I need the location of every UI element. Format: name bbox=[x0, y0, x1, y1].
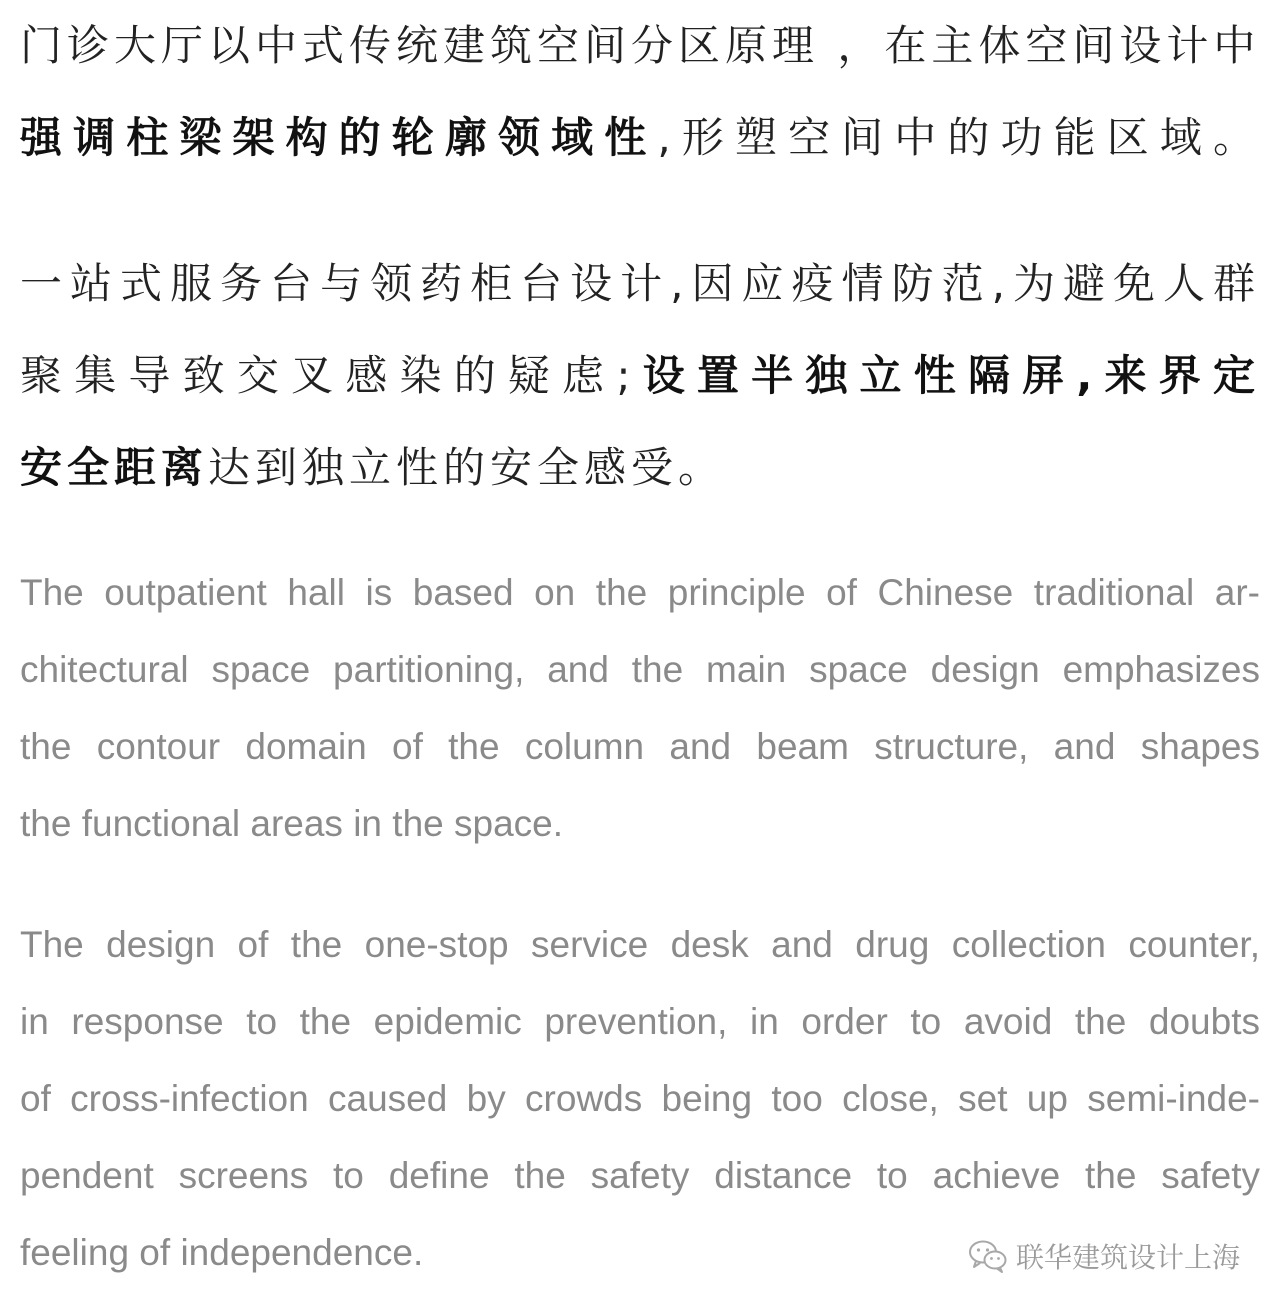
zh-paragraph-2-line-3-rest: 达到独立性的安全感受。 bbox=[208, 443, 726, 492]
en-paragraph-2-line-2: in response to the epidemic prevention, in order to avoid the doubts bbox=[20, 1001, 1260, 1042]
en-paragraph-2-line-4: pendent screens to define the safety distance to achieve the safety bbox=[20, 1155, 1260, 1196]
en-paragraph-2-line-5: feeling of independence. bbox=[20, 1232, 424, 1273]
zh-paragraph-1-line-2 bbox=[20, 92, 1260, 184]
zh-paragraph-2-line-2 bbox=[20, 330, 1260, 422]
zh-paragraph-2-emphasis-1: 设置半独立性隔屏,来界定 bbox=[635, 351, 1260, 400]
en-paragraph-1-line-1: The outpatient hall is based on the principle of Chinese traditional ar- bbox=[20, 572, 1260, 613]
zh-paragraph-1-emphasis: 强调柱梁架构的轮廓领域性 bbox=[20, 113, 658, 162]
zh-paragraph-2-line-1: 一站式服务台与领药柜台设计,因应疫情防范,为避免人群 bbox=[20, 259, 1260, 308]
zh-paragraph-1-line-1: 门诊大厅以中式传统建筑空间分区原理 ，在主体空间设计中 bbox=[20, 21, 1261, 70]
wechat-icon bbox=[968, 1239, 1008, 1273]
zh-paragraph-2-emphasis-2: 安全距离 bbox=[20, 443, 209, 492]
zh-paragraph-2-line-2-plain: 聚集导致交叉感染的疑虑; bbox=[20, 351, 636, 400]
zh-paragraph-1-line-2-rest: ,形塑空间中的功能区域。 bbox=[657, 113, 1260, 162]
en-paragraph-2-line-3: of cross-infection caused by crowds being too close, set up semi-inde- bbox=[20, 1078, 1260, 1119]
en-paragraph-1-line-3: the contour domain of the column and beam structure, and shapes bbox=[20, 726, 1260, 767]
en-paragraph-2-line-1: The design of the one-stop service desk and drug collection counter, bbox=[20, 924, 1260, 965]
en-paragraph-1-line-2: chitectural space partitioning, and the main space design emphasizes bbox=[20, 649, 1260, 690]
zh-paragraph-2-line-3 bbox=[20, 422, 1260, 514]
watermark bbox=[968, 1236, 1240, 1276]
en-paragraph-1-line-4: the functional areas in the space. bbox=[20, 803, 564, 844]
watermark-text: 联华建筑设计上海 bbox=[1015, 1241, 1240, 1274]
